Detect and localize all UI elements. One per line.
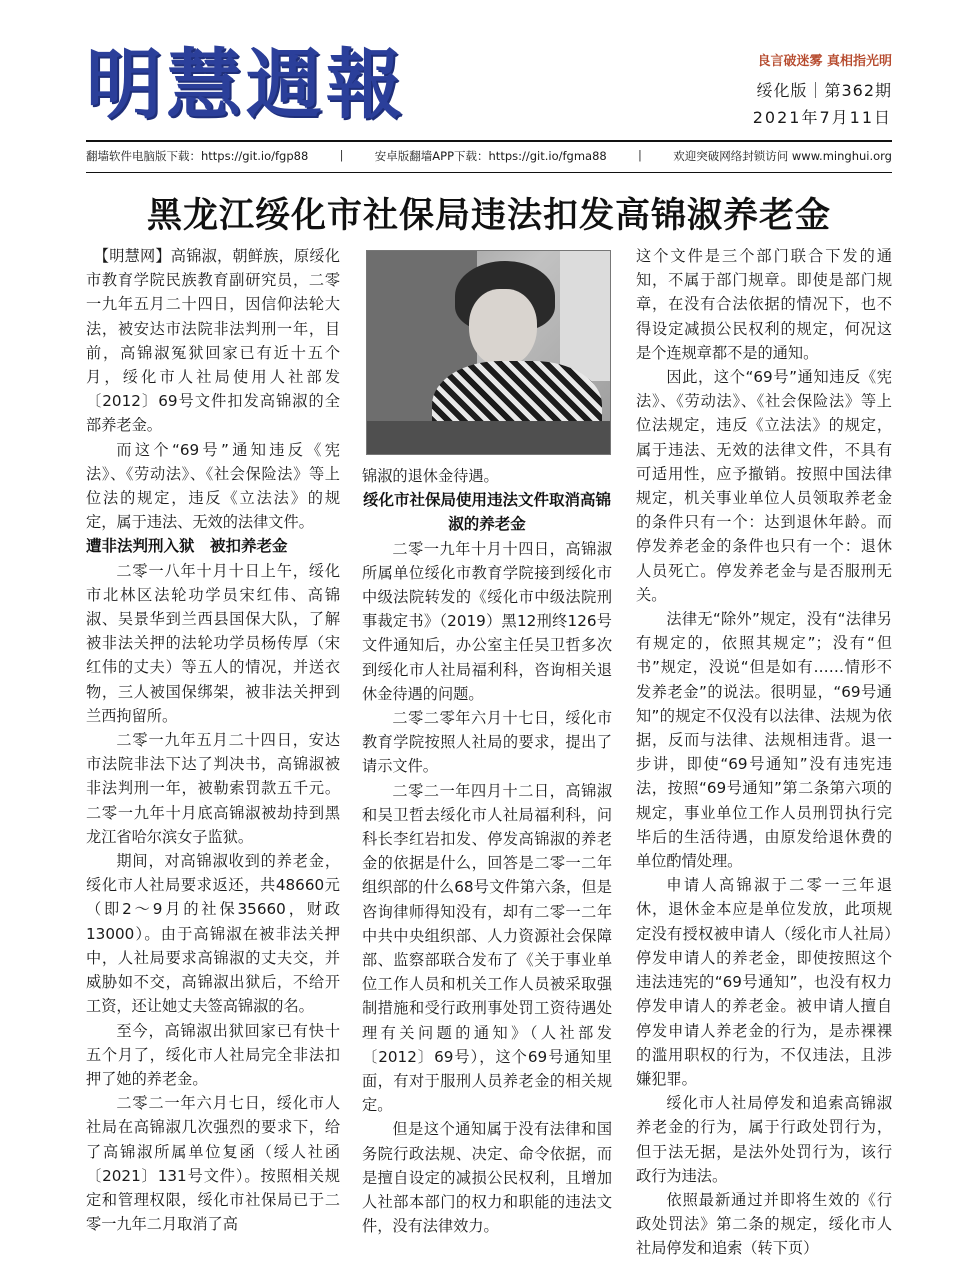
article-paragraph: 二零一九年十月十四日，高锦淑所属单位绥化市教育学院接到绥化市中级法院转发的《绥化市中级法院刑事裁定书》（2019）黑12刑终126号文件通知后，办公室主任吴卫哲多次到绥化市人社局福利科，咨询相关退休金待遇的问题。 (362, 539, 612, 703)
article-paragraph: 绥化市人社局停发和追索高锦淑养老金的行为，属于行政处罚行为，但于法无据，是法外处罚行为，该行政行为违法。 (636, 1094, 892, 1185)
article-paragraph: 二零二一年四月十二日，高锦淑和吴卫哲去绥化市人社局福利科，问科长李红岩扣发、停发高锦淑的养老金的依据是什么，回答是二零一二年组织部的什么68号文件第六条，但是咨询律师得知没有，却有二零一二年中共中央组织部、人力资源社会保障部、监察部联合发布了《关于事业单位工作人员和机关工作人员被采取强制措施和受行政刑事处罚工资待遇处理有关问题的通知》（人社部发〔2012〕69号），这个69号通知里面，有对于服刑人员养老金的相关规定。 (362, 781, 612, 1115)
article-paragraph: 这个文件是三个部门联合下发的通知，不属于部门规章。即使是部门规章，在没有合法依据的情况下，也不得设定减损公民权利的规定，何况这是个连规章都不是的通知。 (636, 247, 892, 362)
slogan: 良言破迷雾 真相指光明 (757, 54, 892, 69)
article-paragraph: 至今，高锦淑出狱回家已有快十五个月了，绥化市人社局完全非法扣押了她的养老金。 (86, 1021, 340, 1088)
download-link-bar (86, 148, 892, 168)
article-column-3 (636, 244, 892, 1261)
article-paragraph: 申请人高锦淑于二零一三年退休，退休金本应是单位发放，此项规定没有授权被申请人（绥化市人社局）停发申请人的养老金，即使按照这个违法违宪的“69号通知”，也没有权力停发申请人的养老金。被申请人擅自停发申请人养老金的行为，是赤裸裸的滥用职权的行为，不仅违法，且涉嫌犯罪。 (636, 876, 892, 1088)
article-paragraph: 二零一八年十月十日上午，绥化市北林区法轮功学员宋红伟、高锦淑、吴景华到兰西县国保大队，了解被非法关押的法轮功学员杨传厚（宋红伟的丈夫）等五人的情况，并送衣物，三人被国保绑架，被非法关押到兰西拘留所。 (86, 561, 340, 725)
article-paragraph: 因此，这个“69号”通知违反《宪法》、《劳动法》、《社会保险法》等上位法规定，违反《立法法》的规定，属于违法、无效的法律文件，不具有可适用性，应予撤销。按照中国法律规定，机关事业单位人员领取养老金的条件只有一个：达到退休年龄。而停发养老金的条件也只有一个：退休人员死亡。停发养老金与是否服刑无关。 (636, 368, 892, 604)
header-rule-top (86, 140, 892, 142)
article-paragraph: 但是这个通知属于没有法律和国务院行政法规、决定、命令依据，而是擅自设定的减损公民权利，且增加人社部本部门的权力和职能的违法文件，没有法律效力。 (362, 1120, 612, 1236)
portrait-photo (366, 250, 611, 455)
article-paragraph: 二零一九年五月二十四日，安达市法院非法下达了判决书，高锦淑被非法判刑一年，被勒索罚款五千元。二零一九年十月底高锦淑被劫持到黑龙江省哈尔滨女子监狱。 (86, 731, 340, 846)
link-separator: | (339, 148, 344, 162)
section-subheading: 遭非法判刑入狱 被扣养老金 (86, 537, 288, 556)
pc-download-link[interactable]: 翻墙软件电脑版下载：https://git.io/fgp88 (86, 149, 309, 163)
article-paragraph: 依照最新通过并即将生效的《行政处罚法》第二条的规定，绥化市人社局停发和追索（转下页） (636, 1190, 892, 1258)
header-rule-bottom (86, 172, 892, 173)
android-download-link[interactable]: 安卓版翻墙APP下载：https://git.io/fgma88 (374, 149, 607, 163)
website-link[interactable]: 欢迎突破网络封锁访问 www.minghui.org (673, 149, 892, 163)
article-paragraph: 【明慧网】高锦淑，朝鲜族，原绥化市教育学院民族教育副研究员，二零一九年五月二十四日，因信仰法轮大法，被安达市法院非法判刑一年，目前，高锦淑冤狱回家已有近十五个月，绥化市人社局使用人社部发〔2012〕69号文件扣发高锦淑的全部养老金。 (86, 247, 340, 435)
article-paragraph: 二零二一年六月七日，绥化市人社局在高锦淑几次强烈的要求下，给了高锦淑所属单位复函（绥人社函〔2021〕131号文件）。按照相关规定和管理权限，绥化市社保局已于二零一九年二月取消了高 (86, 1094, 340, 1234)
masthead-logo: 明慧週報 (86, 40, 406, 129)
article-paragraph: 期间，对高锦淑收到的养老金，绥化市人社局要求返还，共48660元（即2～9月的社保35660，财政13000）。由于高锦淑在被非法关押中，人社局要求高锦淑的丈夫交，并威胁如不交，高锦淑出狱后，不给开工资，还让她丈夫签高锦淑的名。 (86, 852, 340, 1016)
article-paragraph: 法律无“除外”规定，没有“法律另有规定的，依照其规定”；没有“但书”规定，没说“但是如有……情形不发养老金”的说法。很明显，“69号通知”的规定不仅没有以法律、法规为依据，反而与法律、法规相违背。退一步讲，即使“69号通知”没有违宪违法，按照“69号通知”第二条第六项的规定，事业单位工作人员刑罚执行完毕后的生活待遇，由原发给退休费的单位酌情处理。 (636, 610, 892, 871)
edition-number: 绥化版｜第362期 (756, 81, 892, 100)
link-separator: | (638, 148, 642, 162)
article-paragraph: 二零二零年六月十七日，绥化市教育学院按照人社局的要求，提出了请示文件。 (362, 709, 612, 776)
publication-date: 2021年7月11日 (752, 108, 892, 127)
article-column-2 (362, 464, 612, 1239)
article-column-1 (86, 244, 340, 1236)
section-subheading: 绥化市社保局使用违法文件取消高锦淑的养老金 (362, 491, 611, 534)
article-paragraph: 而这个“69号”通知违反《宪法》、《劳动法》、《社会保险法》等上位法的规定，违反《立法法》的规定，属于违法、无效的法律文件。 (86, 440, 340, 532)
article-headline: 黑龙江绥化市社保局违法扣发高锦淑养老金 (146, 196, 831, 236)
article-paragraph: 锦淑的退休金待遇。 (362, 467, 499, 485)
